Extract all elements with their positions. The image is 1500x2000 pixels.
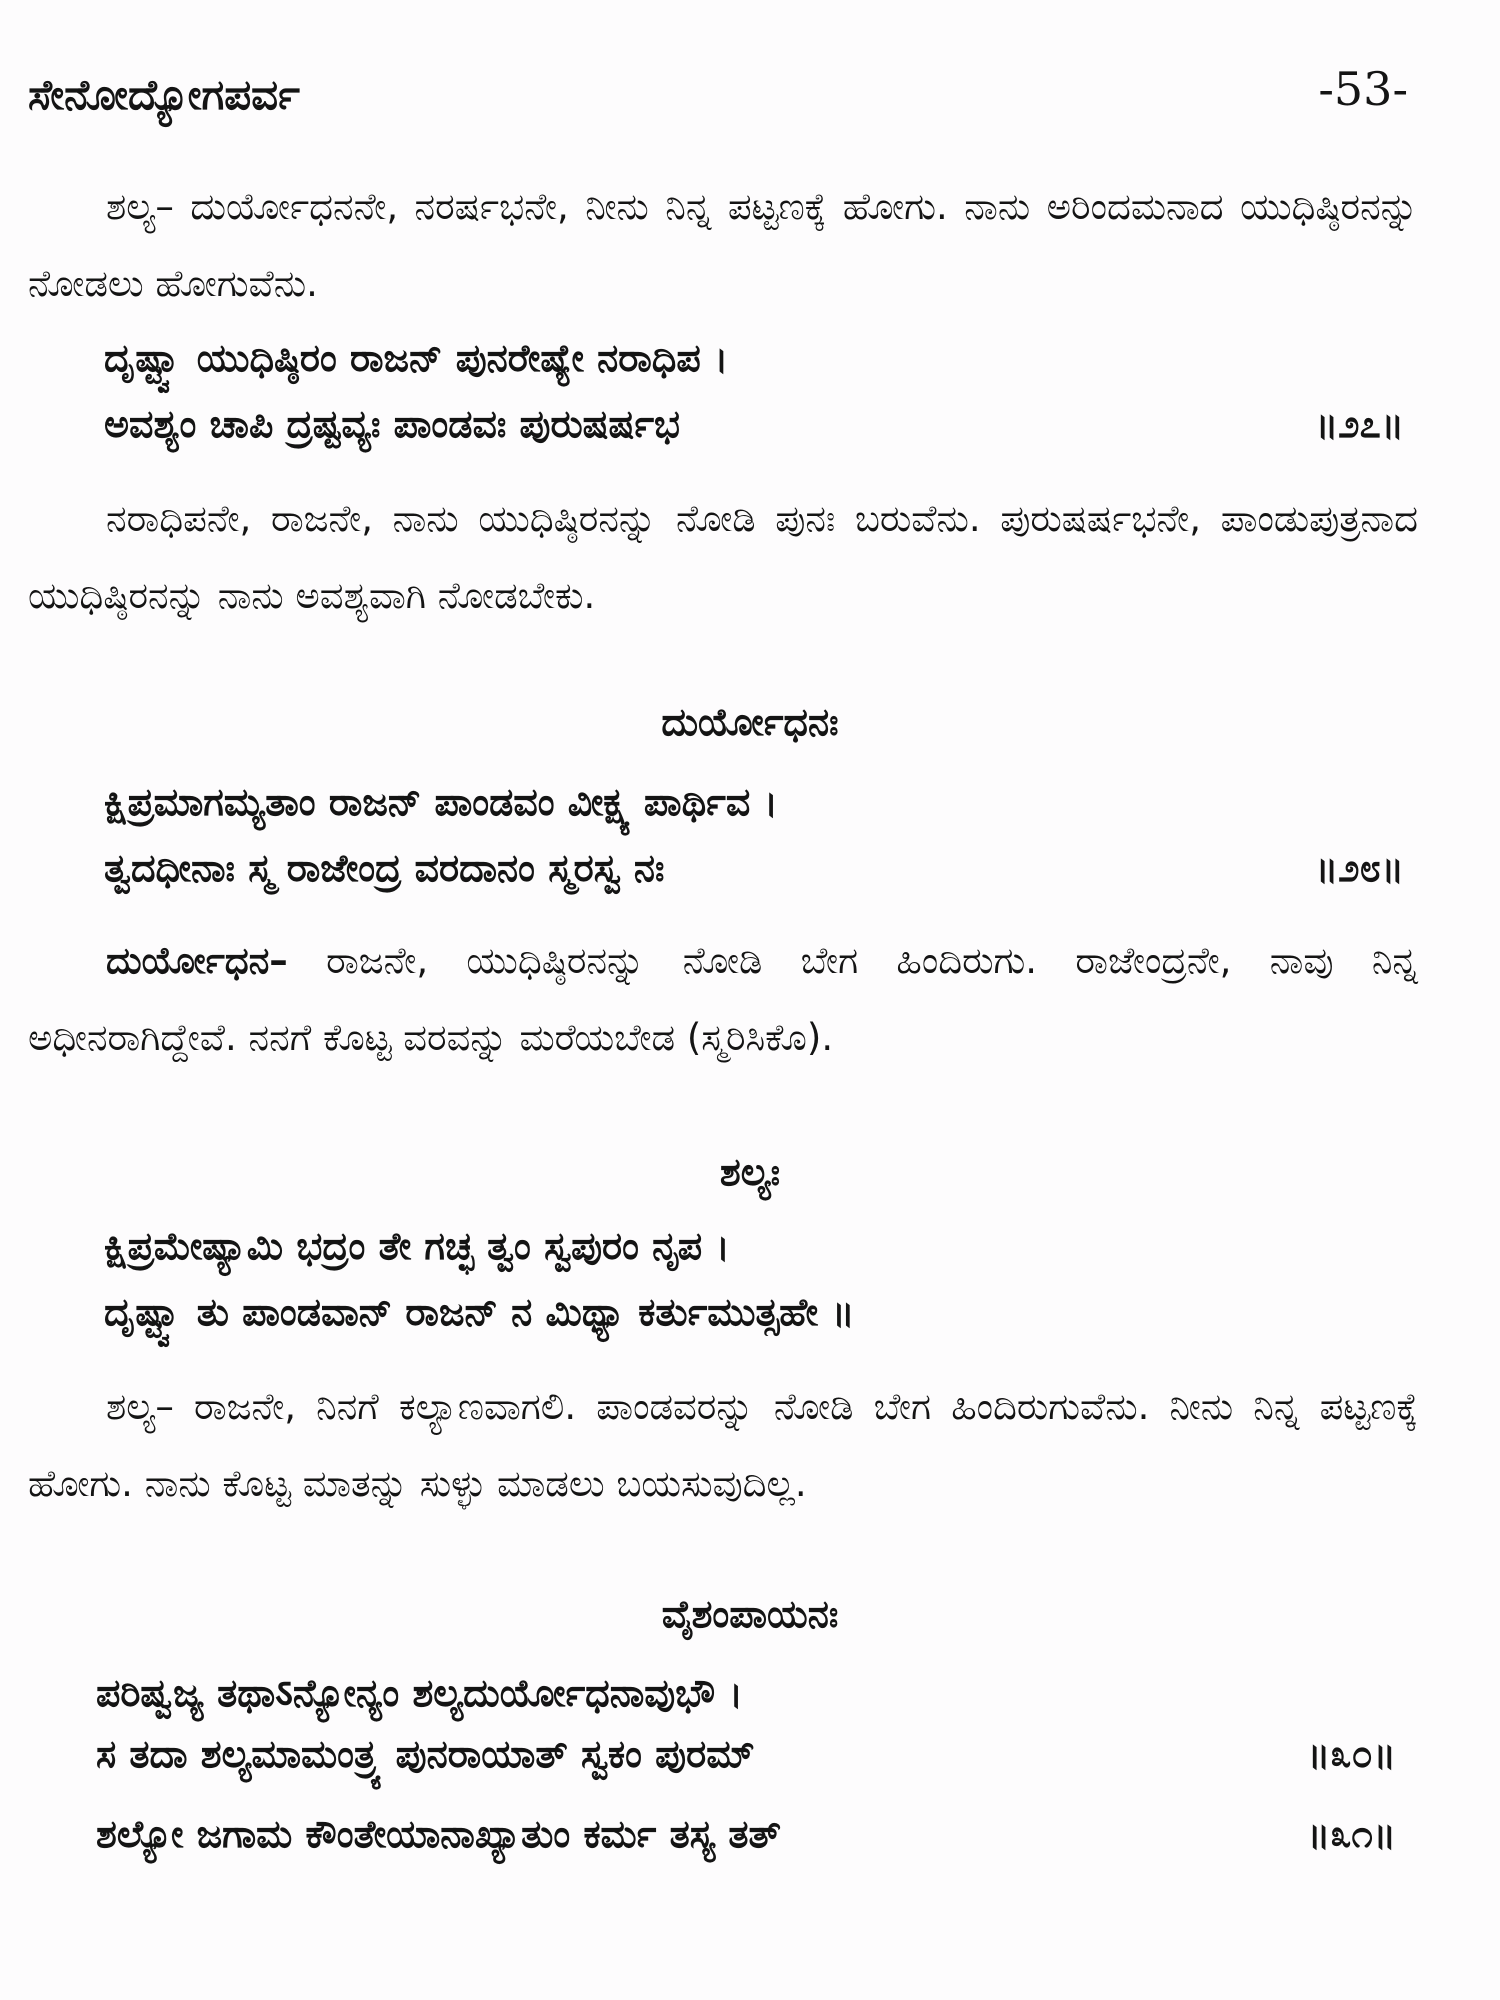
verse-text: ಶಲ್ಯೋ ಜಗಾಮ ಕೌಂತೇಯಾನಾಖ್ಯಾತುಂ ಕರ್ಮ ತಸ್ಯ ತತ್ bbox=[96, 1812, 781, 1856]
speaker-label: ದುರ್ಯೋಧನ– bbox=[106, 939, 288, 982]
verse-line bbox=[104, 336, 1404, 402]
verse-number: ॥೨೭॥ bbox=[1315, 402, 1404, 446]
verse-line bbox=[96, 1666, 1396, 1732]
verse-number: ॥೩೦॥ bbox=[1307, 1732, 1396, 1776]
running-header-title: ಸೇನೋದ್ಯೋಗಪರ್ವ bbox=[28, 70, 300, 119]
verse-number: ॥೩೧॥ bbox=[1307, 1812, 1396, 1856]
speaker-label: ಶಲ್ಯ– bbox=[106, 185, 174, 228]
verse-text: ದೃಷ್ಟ್ವಾ ತು ಪಾಂಡವಾನ್ ರಾಜನ್ ನ ಮಿಥ್ಯಾ ಕರ್ತುಮುತ್ಸಹೇ ॥ bbox=[104, 1290, 855, 1334]
verse-line bbox=[96, 1812, 1396, 1878]
verse-text: ಕ್ಷಿಪ್ರಮೇಷ್ಯಾಮಿ ಭದ್ರಂ ತೇ ಗಚ್ಛ ತ್ವಂ ಸ್ವಪುರಂ ನೃಪ । bbox=[104, 1224, 730, 1268]
paragraph-shalya-2 bbox=[28, 1368, 1418, 1522]
verse-line bbox=[96, 1732, 1396, 1798]
paragraph-shalya-1 bbox=[28, 168, 1418, 322]
verse-line bbox=[104, 846, 1404, 912]
verse-number: ॥೨೮॥ bbox=[1315, 846, 1404, 890]
verse-text: ತ್ವದಧೀನಾಃ ಸ್ಮ ರಾಜೇಂದ್ರ ವರದಾನಂ ಸ್ಮರಸ್ವ ನಃ bbox=[104, 846, 665, 890]
paragraph-text: ರಾಜನೇ, ಯುಧಿಷ್ಠಿರನನ್ನು ನೋಡಿ ಬೇಗ ಹಿಂದಿರುಗು. ರಾಜೇಂದ್ರನೇ, ನಾವು ನಿನ್ನ ಅಧೀನರಾಗಿದ್ದೇವೆ. ನನಗೆ ಕೊಟ್ಟ ವರವನ್ನು ಮರೆಯಬೇಡ (ಸ್ಮರಿಸಿಕೊ). bbox=[28, 939, 1418, 1059]
verse-line bbox=[104, 780, 1404, 846]
verse-text: ಪರಿಷ್ವಜ್ಯ ತಥಾऽನ್ಯೋನ್ಯಂ ಶಲ್ಯದುರ್ಯೋಧನಾವುಭೌ । bbox=[96, 1671, 743, 1715]
page-number: -53- bbox=[1318, 62, 1408, 116]
verse-line bbox=[104, 402, 1404, 468]
verse-text: ಅವಶ್ಯಂ ಚಾಪಿ ದ್ರಷ್ಟವ್ಯಃ ಪಾಂಡವಃ ಪುರುಷರ್ಷಭ bbox=[104, 402, 680, 446]
paragraph-text: ಶಲ್ಯ– ರಾಜನೇ, ನಿನಗೆ ಕಲ್ಯಾಣವಾಗಲಿ. ಪಾಂಡವರನ್ನು ನೋಡಿ ಬೇಗ ಹಿಂದಿರುಗುವೆನು. ನೀನು ನಿನ್ನ ಪಟ್ಟಣಕ್ಕೆ ಹೋಗು. ನಾನು ಕೊಟ್ಟ ಮಾತನ್ನು ಸುಳ್ಳು ಮಾಡಲು ಬಯಸುವುದಿಲ್ಲ. bbox=[28, 1385, 1418, 1505]
paragraph-translation-1 bbox=[28, 480, 1418, 634]
paragraph-duryodhana bbox=[28, 922, 1418, 1076]
speaker-heading-shalya: ಶಲ್ಯಃ bbox=[719, 1150, 781, 1194]
paragraph-text: ದುರ್ಯೋಧನನೇ, ನರರ್ಷಭನೇ, ನೀನು ನಿನ್ನ ಪಟ್ಟಣಕ್ಕೆ ಹೋಗು. ನಾನು ಅರಿಂದಮನಾದ ಯುಧಿಷ್ಠಿರನನ್ನು ನೋಡಲು ಹೋಗುವೆನು. bbox=[28, 185, 1418, 305]
speaker-heading-duryodhana: ದುರ್ಯೋಧನಃ bbox=[661, 700, 839, 744]
verse-text: ಸ ತದಾ ಶಲ್ಯಮಾಮಂತ್ರ್ಯ ಪುನರಾಯಾತ್ ಸ್ವಕಂ ಪುರಮ್ bbox=[96, 1732, 755, 1776]
verse-text: ಕ್ಷಿಪ್ರಮಾಗಮ್ಯತಾಂ ರಾಜನ್ ಪಾಂಡವಂ ವೀಕ್ಷ್ಯ ಪಾರ್ಥಿವ । bbox=[104, 780, 778, 824]
speaker-heading-vaishampayana: ವೈಶಂಪಾಯನಃ bbox=[661, 1592, 839, 1636]
verse-line bbox=[104, 1290, 1404, 1356]
verse-line bbox=[104, 1224, 1404, 1290]
verse-text: ದೃಷ್ಟ್ವಾ ಯುಧಿಷ್ಠಿರಂ ರಾಜನ್ ಪುನರೇಷ್ಯೇ ನರಾಧಿಪ । bbox=[104, 336, 729, 380]
paragraph-text: ನರಾಧಿಪನೇ, ರಾಜನೇ, ನಾನು ಯುಧಿಷ್ಠಿರನನ್ನು ನೋಡಿ ಪುನಃ ಬರುವೆನು. ಪುರುಷರ್ಷಭನೇ, ಪಾಂಡುಪುತ್ರನಾದ ಯುಧಿಷ್ಠಿರನನ್ನು ನಾನು ಅವಶ್ಯವಾಗಿ ನೋಡಬೇಕು. bbox=[28, 497, 1418, 617]
